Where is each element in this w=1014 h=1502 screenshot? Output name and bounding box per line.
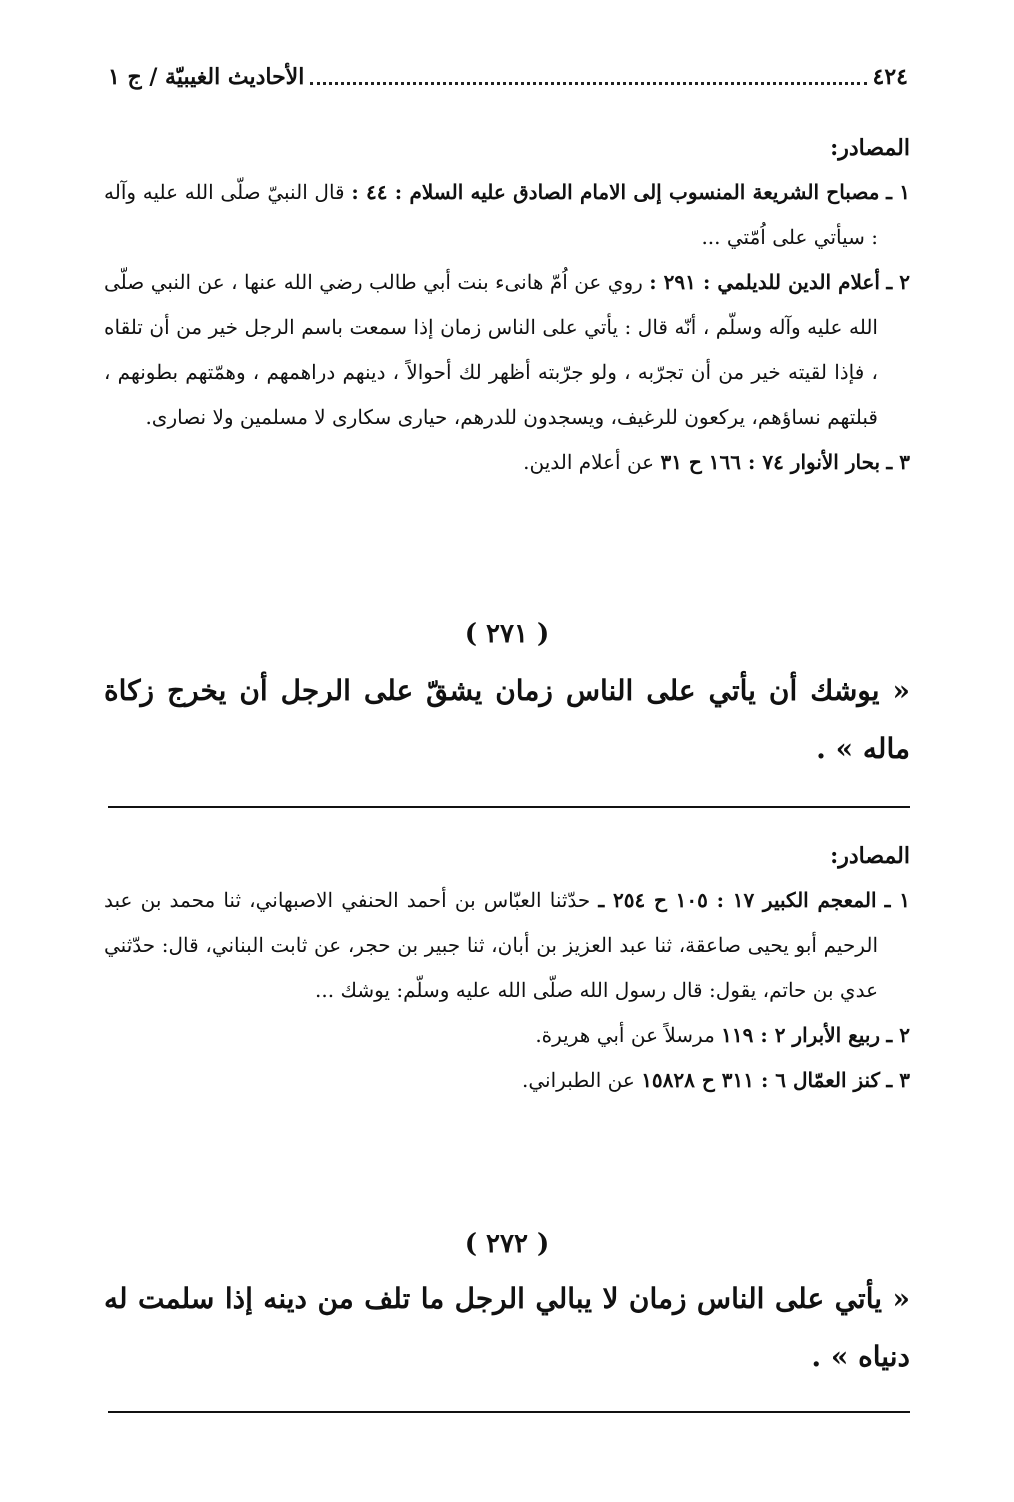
source-reference: كنز العمّال ٦ : ٣١١ ح ١٥٨٢٨ [641, 1068, 881, 1092]
source-item [104, 878, 910, 1013]
source-item [104, 440, 910, 485]
hadith-text: « يوشك أن يأتي على الناس زمان يشقّ على الرجل أن يخرج زكاة ماله » . [104, 674, 910, 765]
divider-line [108, 1411, 910, 1413]
source-number: ٣ ـ [886, 450, 910, 474]
source-item [104, 1013, 910, 1058]
divider-line [108, 806, 910, 808]
source-number: ٢ ـ [886, 1023, 910, 1047]
book-title: الأحاديث الغيبيّة / ج ١ [108, 64, 305, 90]
source-reference: أعلام الدين للديلمي : ٢٩١ : [649, 270, 880, 294]
source-item [104, 260, 910, 440]
hadith-number: ( ٢٧٢ ) [464, 1229, 550, 1259]
source-number: ٢ ـ [886, 270, 910, 294]
source-text: مرسلاً عن أبي هريرة. [535, 1023, 715, 1047]
running-header [108, 52, 908, 92]
source-text: عن الطبراني. [522, 1068, 635, 1092]
source-reference: مصباح الشريعة المنسوب إلى الامام الصادق عليه السلام : ٤٤ : [351, 180, 880, 204]
page-number: ٤٢٤ [872, 64, 908, 90]
source-text: حدّثنا العبّاس بن أحمد الحنفي الاصبهاني، ثنا محمد بن عبد الرحيم أبو يحيى صاعقة، ثنا عبد العزيز بن أبان، ثنا جبير بن حجر، عن ثابت البناني، قال: حدّثني عدي بن حاتم، يقول: قال رسول الله صلّى الله عليه وسلّم: يوشك ... [104, 888, 878, 1002]
hadith-number: ( ٢٧١ ) [464, 619, 550, 649]
source-item [104, 1058, 910, 1103]
dot-leader [310, 82, 866, 85]
source-text: قال النبيّ صلّى الله عليه وآله : سيأتي على اُمّتي ... [104, 180, 878, 249]
sources-block-1 [104, 132, 910, 485]
source-item [104, 170, 910, 260]
source-text: عن أعلام الدين. [523, 450, 655, 474]
source-reference: المعجم الكبير ١٧ : ١٠٥ ح ٢٥٤ ـ [598, 888, 877, 912]
source-reference: ربيع الأبرار ٢ : ١١٩ [721, 1023, 881, 1047]
source-reference: بحار الأنوار ٧٤ : ١٦٦ ح ٣١ [660, 450, 881, 474]
sources-label: المصادر: [830, 843, 910, 869]
source-number: ١ ـ [884, 888, 910, 912]
source-number: ١ ـ [886, 180, 910, 204]
sources-block-2 [104, 840, 910, 1103]
sources-label: المصادر: [830, 135, 910, 161]
hadith-text: « يأتي على الناس زمان لا يبالي الرجل ما تلف من دينه إذا سلمت له دنياه » . [104, 1282, 910, 1373]
source-number: ٣ ـ [886, 1068, 910, 1092]
source-text: روي عن اُمّ هانىء بنت أبي طالب رضي الله عنها ، عن النبي صلّى الله عليه وآله وسلّم ، أنّه قال : يأتي على الناس زمان إذا سمعت باسم الرجل خير من أن تلقاه ، فإذا لقيته خير من أن تجرّبه ، ولو جرّبته أظهر لك أحوالاً ، دينهم دراهمهم ، وهمّتهم بطونهم ، قبلتهم نساؤهم، يركعون للرغيف، ويسجدون للدرهم، حيارى سكارى لا مسلمين ولا نصارى. [104, 270, 878, 429]
